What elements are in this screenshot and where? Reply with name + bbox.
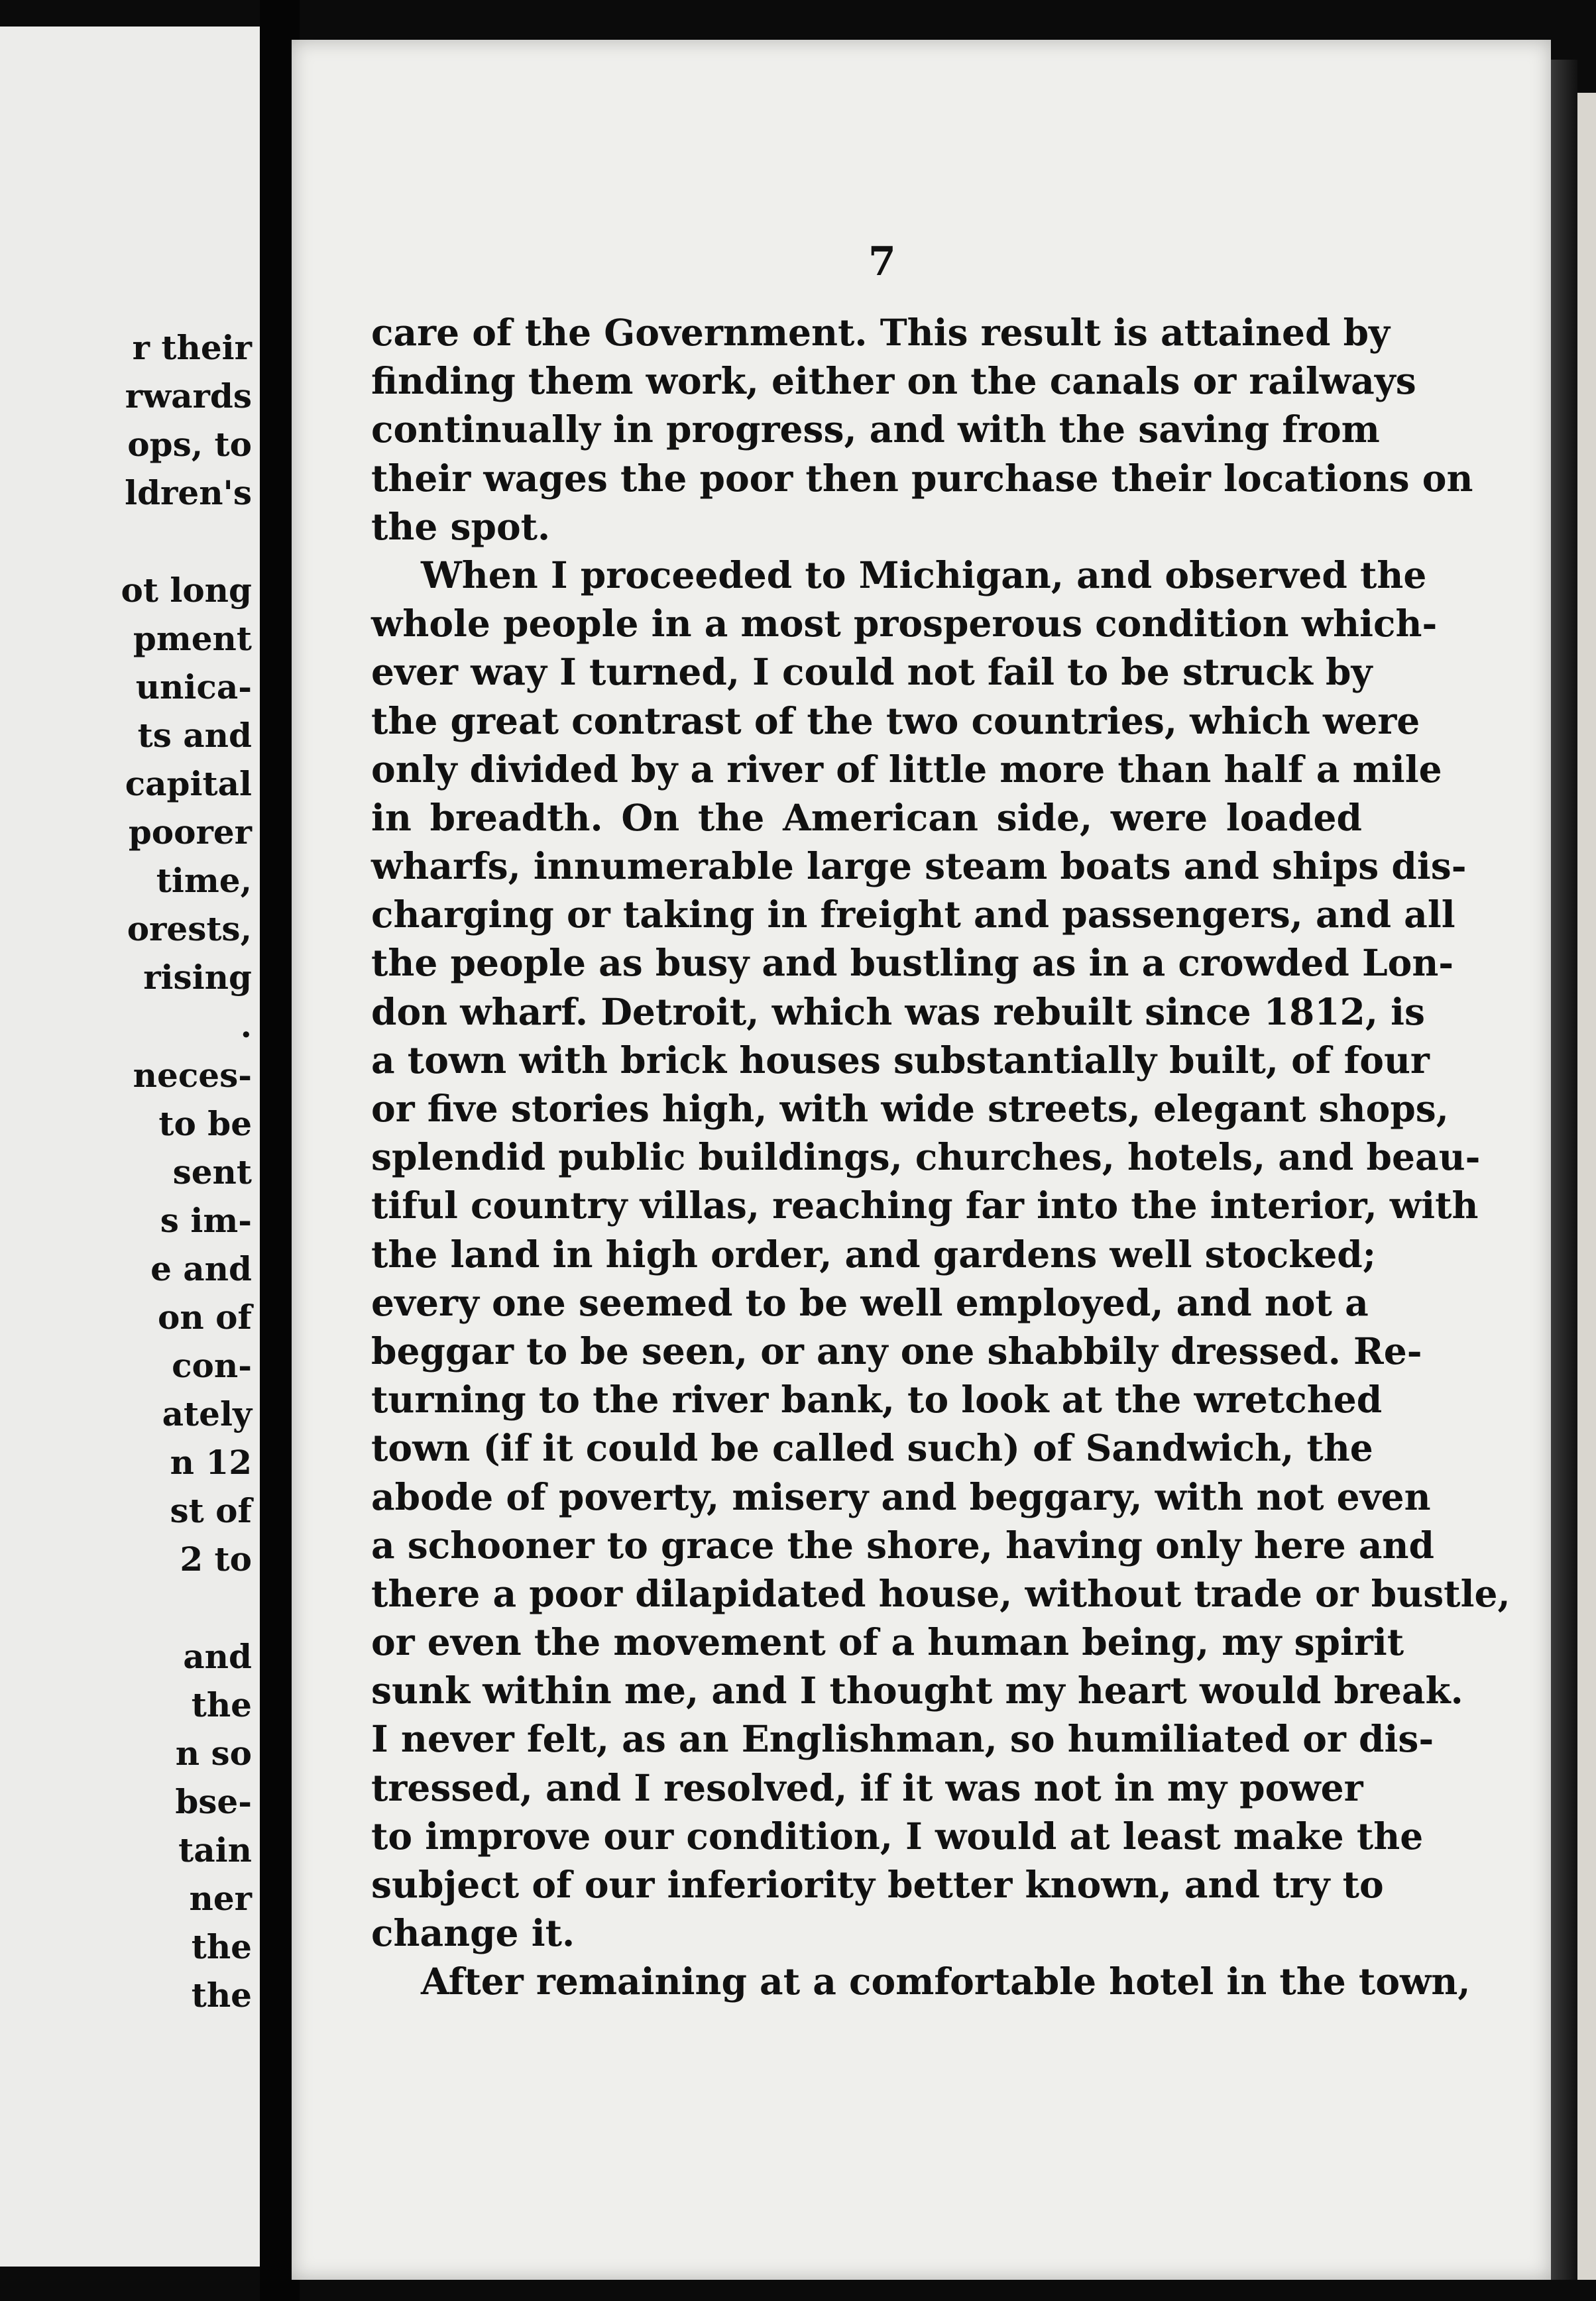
- left-text-fragment: the: [191, 1927, 252, 1966]
- text-line: the land in high order, and gardens well stocked;: [371, 1232, 1377, 1276]
- text-line: charging or taking in freight and passengers, and all: [371, 893, 1455, 936]
- left-text-fragment: rwards: [125, 376, 252, 416]
- left-text-fragment: the: [191, 1685, 252, 1724]
- left-text-fragment: to be: [158, 1104, 252, 1143]
- left-text-fragment: time,: [156, 861, 252, 900]
- text-line: sunk within me, and I thought my heart would break.: [371, 1669, 1463, 1712]
- text-line: only divided by a river of little more than half a mile: [371, 747, 1442, 791]
- text-line: in breadth. On the American side, were loaded: [371, 795, 1362, 839]
- text-line: abode of poverty, misery and beggary, with not even: [371, 1475, 1431, 1518]
- left-text-fragment: poorer: [128, 813, 252, 852]
- left-text-fragment: .: [240, 1006, 252, 1045]
- text-line: every one seemed to be well employed, and not a: [371, 1280, 1369, 1324]
- text-line: After remaining at a comfortable hotel in the town,: [421, 1960, 1471, 2003]
- left-text-fragment: e and: [150, 1249, 252, 1288]
- text-line: care of the Government. This result is attained by: [371, 311, 1390, 354]
- left-text-fragment: tain: [178, 1830, 252, 1870]
- left-text-fragment: sent: [172, 1152, 252, 1192]
- left-text-fragment: neces-: [133, 1056, 252, 1095]
- text-line: town (if it could be called such) of Sandwich, the: [371, 1426, 1373, 1470]
- text-line: to improve our condition, I would at least make the: [371, 1814, 1424, 1858]
- text-line: finding them work, either on the canals or railways: [371, 359, 1416, 403]
- left-text-fragment: ldren's: [125, 473, 252, 512]
- left-text-fragment: s im-: [160, 1201, 252, 1240]
- text-line: continually in progress, and with the saving from: [371, 408, 1380, 451]
- page-number: 7: [868, 239, 896, 285]
- text-line: the people as busy and bustling as in a crowded Lon-: [371, 941, 1454, 985]
- left-text-fragment: the: [191, 1976, 252, 2015]
- text-line: subject of our inferiority better known, and try to: [371, 1863, 1384, 1906]
- text-line: I never felt, as an Englishman, so humiliated or dis-: [371, 1717, 1434, 1761]
- text-line: tiful country villas, reaching far into the interior, with: [371, 1184, 1479, 1227]
- text-line: splendid public buildings, churches, hotels, and beau-: [371, 1135, 1481, 1179]
- text-line: beggar to be seen, or any one shabbily dressed. Re-: [371, 1329, 1422, 1373]
- left-text-fragment: n 12: [170, 1443, 252, 1482]
- text-line: don wharf. Detroit, which was rebuilt since 1812, is: [371, 989, 1425, 1033]
- left-text-fragment: r their: [132, 328, 252, 367]
- left-text-fragment: bse-: [175, 1782, 252, 1821]
- text-line: there a poor dilapidated house, without trade or bustle,: [371, 1571, 1510, 1615]
- left-text-fragment: ner: [189, 1879, 252, 1918]
- text-line: a schooner to grace the shore, having only here and: [371, 1523, 1434, 1567]
- left-text-fragment: 2 to: [180, 1540, 252, 1579]
- left-text-fragment: ot long: [121, 571, 252, 610]
- left-text-fragment: ops, to: [127, 425, 252, 464]
- left-text-fragment: ts and: [137, 716, 252, 755]
- text-line: ever way I turned, I could not fail to be struck by: [371, 650, 1373, 694]
- left-text-fragment: capital: [125, 764, 252, 803]
- text-line: tressed, and I resolved, if it was not in my power: [371, 1766, 1363, 1809]
- text-line: or five stories high, with wide streets, elegant shops,: [371, 1087, 1449, 1130]
- left-text-fragment: orests,: [127, 909, 252, 948]
- left-text-fragment: ately: [162, 1394, 252, 1433]
- text-line: turning to the river bank, to look at the wretched: [371, 1378, 1383, 1422]
- left-text-fragment: rising: [143, 958, 252, 997]
- left-text-fragment: unica-: [135, 667, 252, 706]
- page-edge-shadow: [1551, 60, 1577, 2280]
- text-line: the spot.: [371, 504, 551, 548]
- page-body-text: [371, 308, 1510, 2006]
- previous-page-fragment: [0, 27, 260, 2267]
- text-line: change it.: [371, 1911, 575, 1955]
- text-line: When I proceeded to Michigan, and observed the: [421, 553, 1427, 596]
- left-text-fragment: st of: [170, 1491, 252, 1530]
- left-text-fragment: on of: [158, 1298, 252, 1337]
- text-line: or even the movement of a human being, my spirit: [371, 1620, 1404, 1664]
- left-text-fragment: con-: [172, 1346, 252, 1385]
- left-text-fragment: pment: [133, 619, 252, 658]
- text-line: the great contrast of the two countries, which were: [371, 699, 1420, 742]
- left-text-fragment: n so: [175, 1734, 252, 1773]
- text-line: whole people in a most prosperous condition which-: [371, 602, 1438, 645]
- text-line: their wages the poor then purchase their locations on: [371, 456, 1473, 500]
- left-text-fragment: and: [183, 1637, 252, 1676]
- text-line: wharfs, innumerable large steam boats and ships dis-: [371, 844, 1467, 888]
- text-line: a town with brick houses substantially built, of four: [371, 1038, 1430, 1082]
